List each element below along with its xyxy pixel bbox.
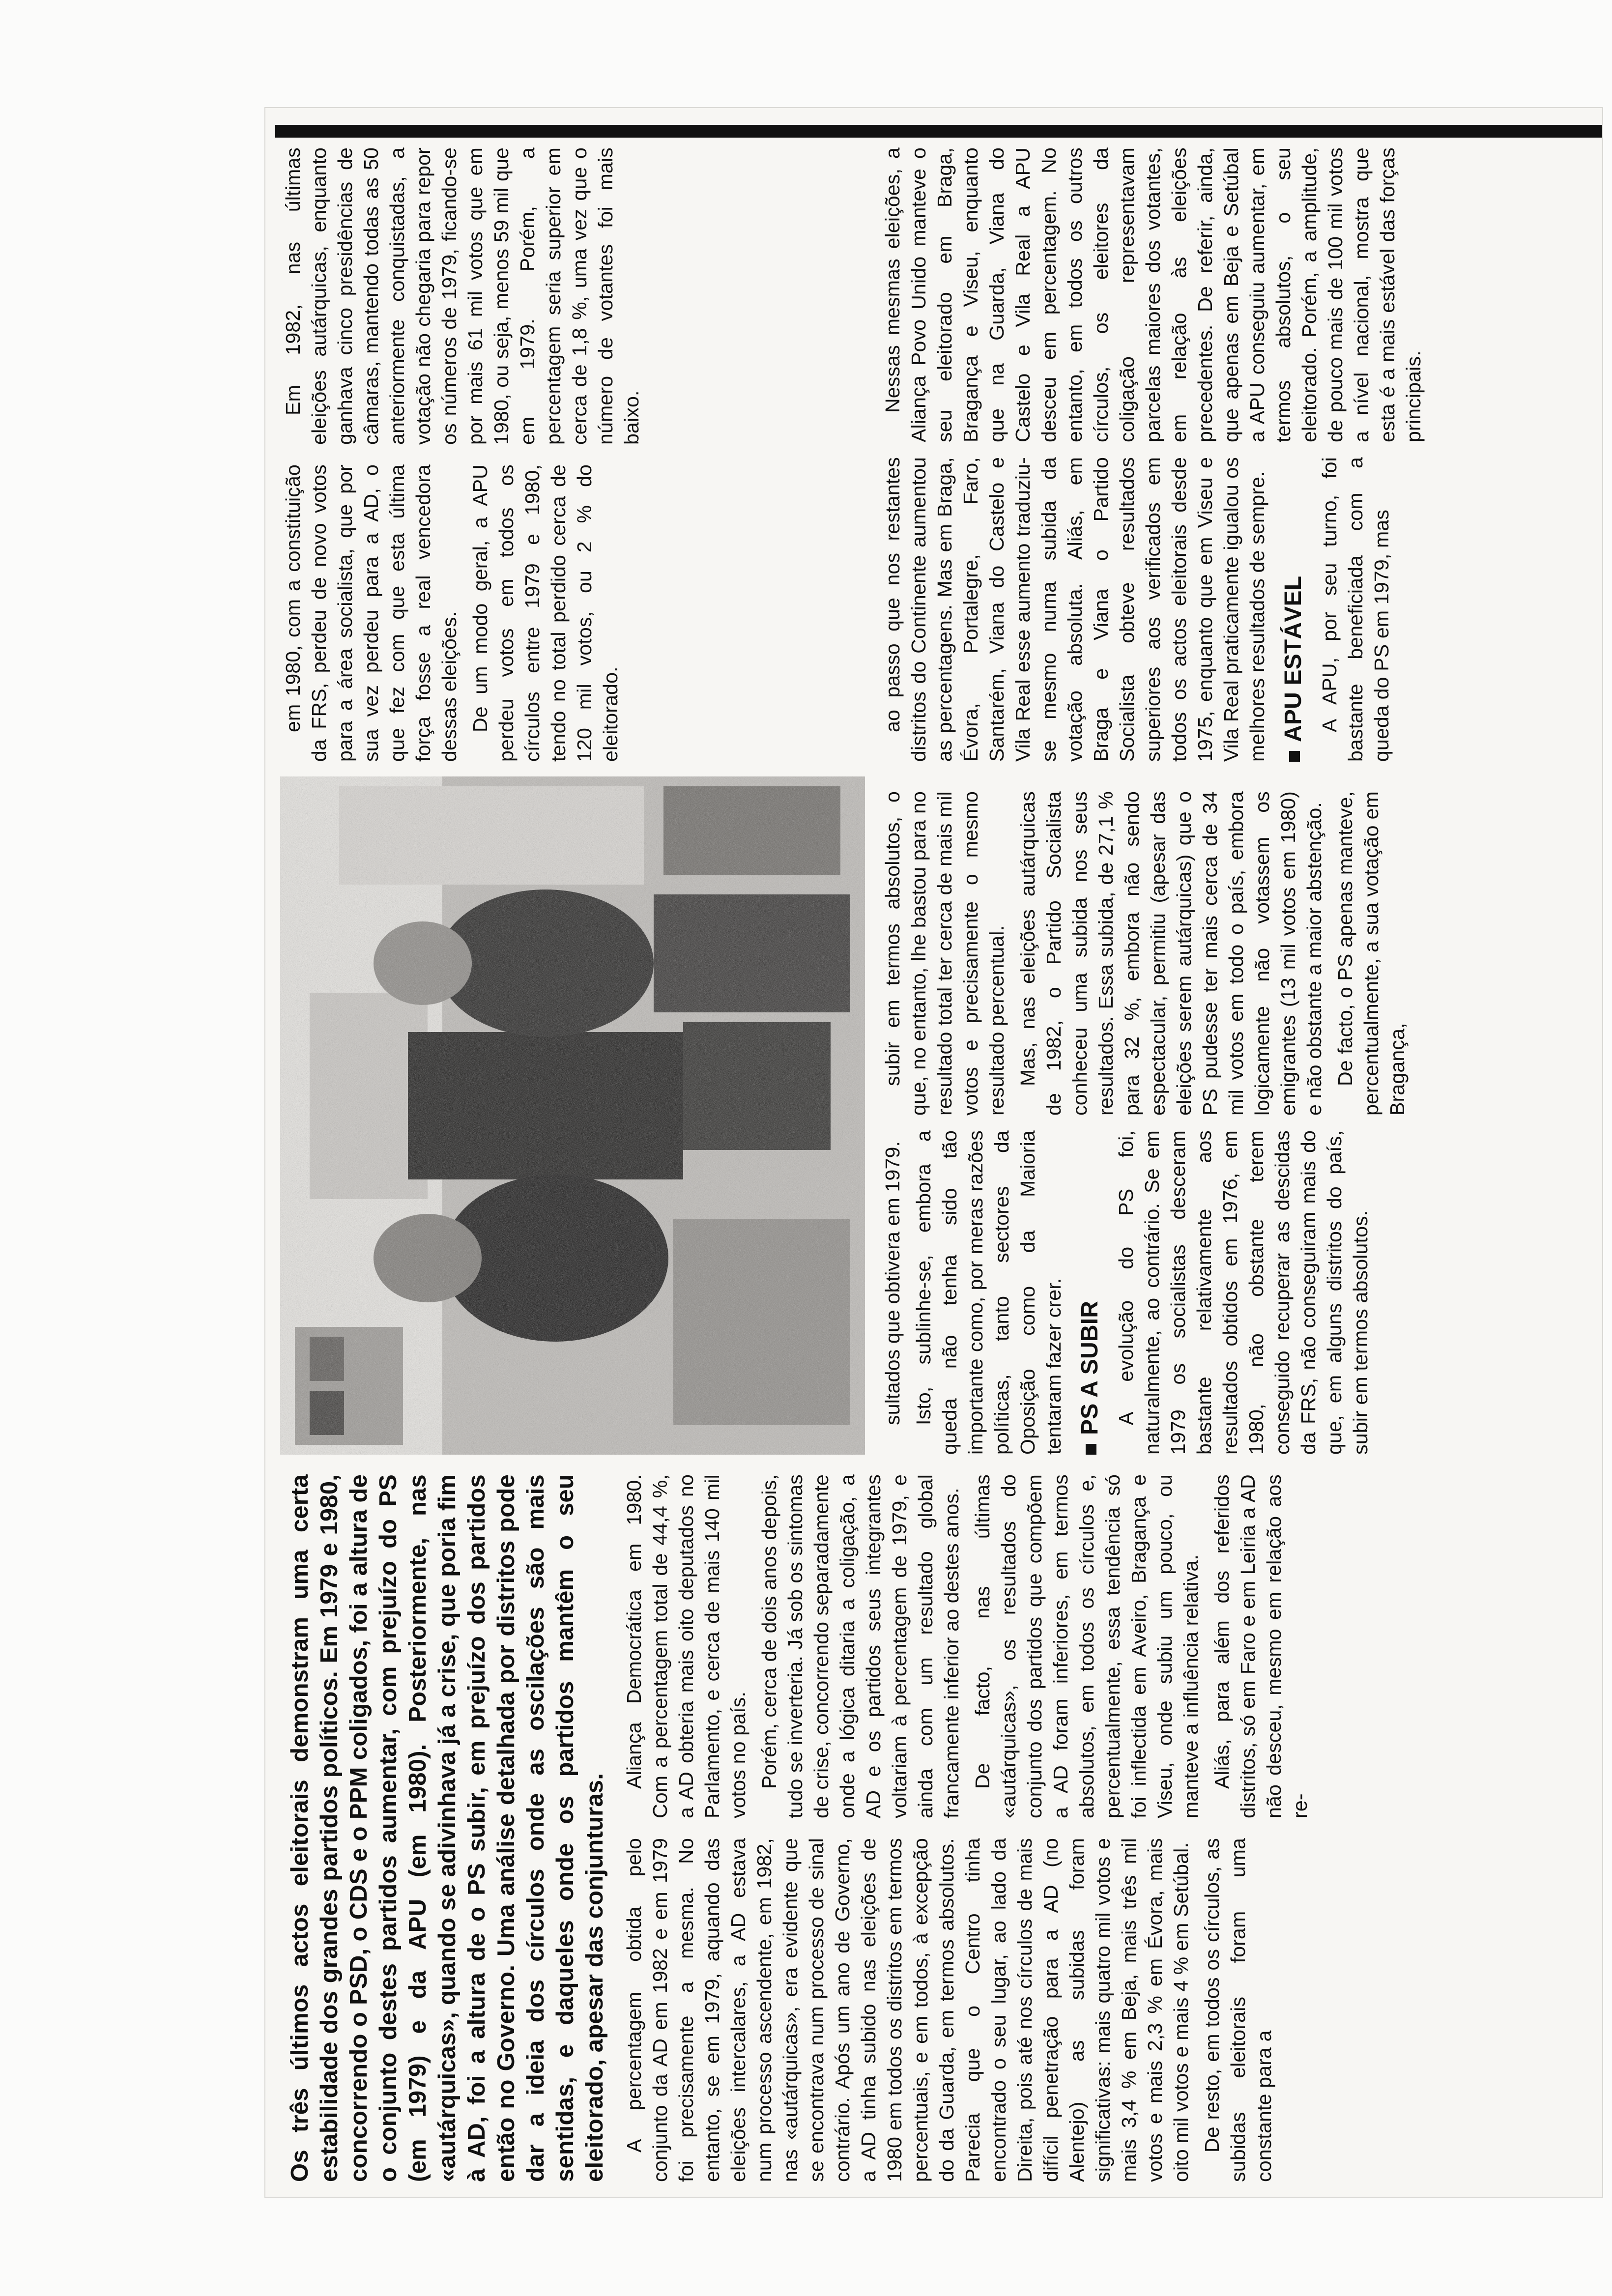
paragraph: ao passo que nos restantes distritos do Continente aumentou as percentagens. Mas em Braga, Évora, Portalegre, Faro, Santarém, Viana do Castelo e Vila Real esse aumento traduziu-se mesmo numa subida da votação absoluta. Aliás, em Braga e Viana o Partido Socialista obteve resultados superiores aos verificados em todos os actos eleitorais desde 1975, enquanto que em Viseu e Vila Real praticamente igualou os melhores resultados de sempre. [881,457,1268,762]
paragraph: em 1980, com a constituição da FRS, perdeu de novo votos para a área socialista, que por sua vez perdeu para a AD, o que fez com que esta última força fosse a real vencedora dessas eleições. [282,464,461,762]
paragraph: Nessas mesmas eleições, a Aliança Povo Unido manteve o seu eleitorado em Braga, Bragança e Viseu, enquanto que na Guarda, Viana do Castelo e Vila Real a APU desceu em percentagem. No entanto, em todos os outros círculos, os eleitores da coligação representavam parcelas maiores dos votantes, em relação às eleições precedentes. De referir, ainda, que apenas em Beja e Setúbal a APU conseguiu aumentar, em termos absolutos, o seu eleitorado. Porém, a amplitude, de pouco mais de 100 mil votos a nível nacional, mostra que esta é a mais estável das forças principais. [881,147,1425,442]
paragraph: De um modo geral, a APU perdeu votos em todos os círculos entre 1979 e 1980, tendo no total perdido cerca de 120 mil votos, ou 2 % do eleitorado. [469,464,622,762]
column-rule [275,125,1602,138]
bullet-square-icon [1086,1444,1096,1455]
column-1a [621,1838,1318,2182]
subhead-text: APU ESTÁVEL [1280,575,1306,742]
column-3 [880,1130,1592,1455]
paragraph: De facto, o PS apenas manteve, percentualmente, a sua votação em Bragança, [1334,791,1409,1116]
paragraph: Aliás, para além dos referidos distritos, só em Faro e em Leiria a AD não desceu, mesmo em relação aos re- [1210,1474,1311,1818]
photo-graphic [280,776,865,1455]
bullet-square-icon [1289,751,1300,762]
newspaper-clipping [265,108,1602,2197]
column-4 [880,791,1592,1116]
paragraph: A evolução do PS foi, naturalmente, ao contrário. Se em 1979 os socialistas desceram bastante relativamente aos resultados obtidos em 1976, em 1980, não obstante terem conseguido recuperar as descidas da FRS, não conseguiram mais do que, em alguns distritos do país, subir em termos absolutos. [1115,1130,1372,1455]
paragraph: Aliança Democrática em 1980. Com a percentagem total de 44,4 %, a AD obteria mais oito deputados no Parlamento, e cerca de mais 140 mil votos no país. [623,1474,749,1818]
article-lead: Os três últimos actos eleitorais demonstram uma certa estabilidade dos grandes partidos políticos. Em 1979 e 1980, concorrendo o PSD, o CDS e o PPM coligados, foi a altura de o conjunto destes partidos aumentar, com prejuízo do PS (em 1979) e da APU (em 1980). Posteriormente, nas «autárquicas», quando se adivinhava já a crise, que poria fim à AD, foi a altura de o PS subir, em prejuízo dos partidos então no Governo. Uma análise detalhada por distritos pode dar a ideia dos círculos onde as oscilações são mais sentidas, e daqueles onde os partidos mantêm o seu eleitorado, apesar das conjunturas. [287,1474,608,2182]
paragraph: A percentagem obtida pelo conjunto da AD em 1982 e em 1979 foi precisamente a mesma. No entanto, se em 1979, aquando das eleições intercalares, a AD estava num processo ascendente, em 1982, nas «autárquicas», era evidente que se encontrava num processo de sinal contrário. Após um ano de Governo, a AD tinha subido nas eleições de 1980 em todos os distritos em termos percentuais, e em todos, à excepção do da Guarda, em termos absolutos. Parecia que o Centro tinha encontrado o seu lugar, ao lado da Direita, pois até nos círculos de mais difícil penetração para a AD (no Alentejo) as subidas foram significativas: mais quatro mil votos e mais 3,4 % em Beja, mais três mil votos e mais 2,3 % em Évora, mais oito mil votos e mais 4 % em Setúbal. [623,1838,1192,2182]
news-photo [280,776,865,1455]
column-6 [280,147,865,762]
column-5 [880,457,1592,762]
subhead-text: PS A SUBIR [1077,1300,1103,1435]
paragraph: Porém, cerca de dois anos depois, tudo se inverteria. Já sob os sintomas de crise, concorrendo separadamente onde a lógica ditaria a coligação, a AD e os partidos seus integrantes voltariam à percentagem de 1979, e ainda com um resultado global francamente inferior ao destes anos. [758,1474,963,1818]
paragraph: Em 1982, nas últimas eleições autárquicas, enquanto ganhava cinco presidências de câmaras, mantendo todas as 50 anteriormente conquistadas, a votação não chegaria para repor os números de 1979, ficando-se por mais 61 mil votos que em 1980, ou seja, menos 59 mil que em 1979. Porém, a percentagem seria superior em cerca de 1,8 %, uma vez que o número de votantes foi mais baixo. [282,147,643,445]
column-1b [621,1474,1318,1818]
paragraph: A APU, por seu turno, foi bastante beneficiada com a queda do PS em 1979, mas [1318,457,1393,762]
paragraph: sultados que obtivera em 1979. [881,1141,904,1425]
paragraph: subir em termos absolutos, o que, no entanto, lhe bastou para no resultado total ter cerca de mais mil votos e precisamente o mesmo resultado percentual. [881,791,1008,1116]
column-1 [285,1474,1592,2182]
subhead-ps [1076,1130,1104,1455]
paragraph: Mas, nas eleições autárquicas de 1982, o Partido Socialista conheceu uma subida nos seus resultados. Essa subida, de 27,1 % para 32 %, embora não sendo espectacular, permitiu (apesar das eleições serem autárquicas) que o PS pudesse ter mais cerca de 34 mil votos em todo o país, embora logicamente não votassem os emigrantes (13 mil votos em 1980) e não obstante a maior abstenção. [1016,791,1325,1116]
paragraph: De resto, em todos os círculos, as subidas eleitorais foram uma constante para a [1201,1838,1275,2182]
column-7 [880,147,1592,442]
subhead-apu [1279,457,1308,762]
paragraph: Isto, sublinhe-se, embora a queda não tenha sido tão importante como, por meras razões políticas, tanto sectores da Oposição como da Maioria tentaram fazer crer. [912,1130,1065,1455]
paragraph: De facto, nas últimas «autárquicas», os resultados do conjunto dos partidos que compõem a AD foram inferiores, em termos absolutos, em todos os círculos e, percentualmente, essa tendência só foi inflectida em Aveiro, Bragança e Viseu, onde subiu um pouco, ou manteve a influência relativa. [971,1474,1202,1818]
